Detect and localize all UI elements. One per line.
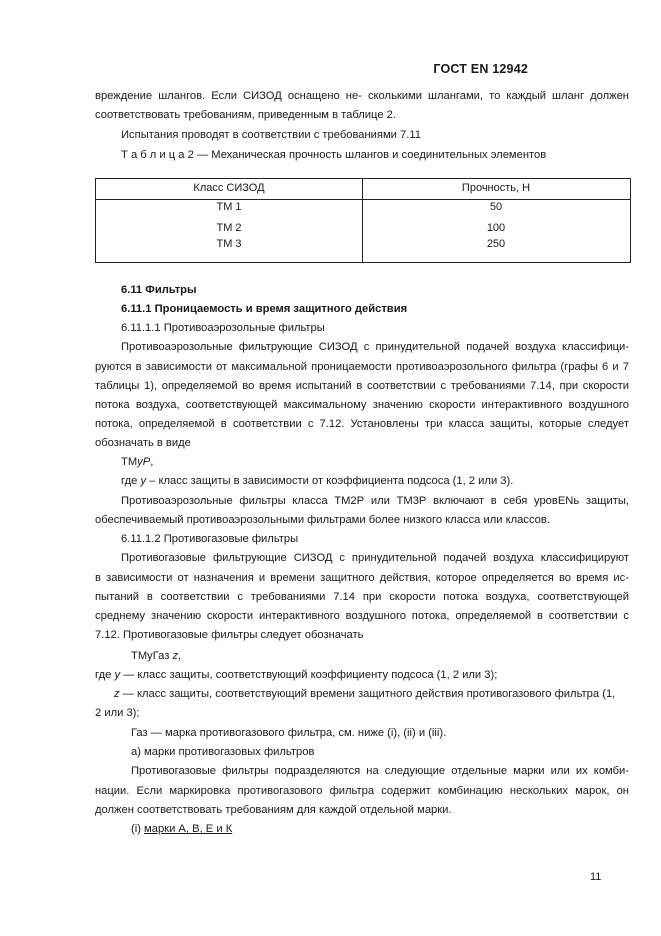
page-number: 11 — [590, 871, 602, 883]
paragraph-line: нации. Если маркировка противогазового фильтра содержит комбинацию нескольких марок, он — [95, 785, 629, 797]
z-definition-line-1: z — класс защиты, соответствующий времени защитного действия противогазового фильтра (1, — [114, 688, 616, 700]
table-cell: 50 — [489, 201, 503, 213]
paragraph-line: должен соответствовать требованиям для каждой отдельной марки. — [95, 804, 452, 816]
paragraph-line: потока воздуха, соответствующей максимальному значению скорости интерактивного воздушного — [95, 399, 629, 411]
intro-line-1: вреждение шлангов. Если СИЗОД оснащено не- сколькими шлангами, то каждый шланг должен — [95, 90, 629, 102]
where-clause-1: где y – класс защиты в зависимости от коэффициента подсоса (1, 2 или 3). — [121, 475, 514, 487]
paragraph-line: потока, определяемой в соответствии с 7.12. Установлены три класса защиты, которые следует — [95, 418, 629, 430]
paragraph-line: среднему значению скорости интерактивного воздушного потока, определяемой в соответствии с — [95, 610, 629, 622]
paragraph-line: в зависимости от назначения и времени защитного действия, которое определяется во время ис- — [95, 572, 629, 584]
table-cell: 100 — [486, 222, 506, 234]
paragraph-line: руются в зависимости от максимальной проницаемости противоаэрозольного фильтра (графы 6 и 7 — [95, 361, 629, 373]
z-definition-line-2: 2 или 3); — [95, 707, 140, 719]
paragraph-line: обеспечиваемый противоаэрозольными фильтрами более низкого класса или классов. — [95, 514, 550, 526]
table-cell: ТМ 3 — [216, 238, 242, 250]
gaz-definition: Газ — марка противогазового фильтра, см. ниже (i), (ii) и (iii). — [131, 727, 447, 739]
paragraph-line: пытаний в соответствии с требованиями 7.14 при скорости потока воздуха, соответствующей — [95, 591, 629, 603]
intro-line-2: соответствовать требованиям, приведенным в таблице 2. — [95, 109, 396, 121]
table-caption: Т а б л и ц а 2 — Механическая прочность шлангов и соединительных элементов — [121, 149, 547, 161]
subsubsection-title: 6.11.1.1 Противоаэрозольные фильтры — [121, 322, 325, 334]
document-header-id: ГОСТ EN 12942 — [433, 62, 528, 76]
paragraph-line: Противоаэрозольные фильтры класса ТМ2Р или ТМ3Р включают в себя уровЕNь защиты, — [121, 495, 629, 507]
paragraph-line: Противоаэрозольные фильтрующие СИЗОД с принудительной подачей воздуха классифици- — [121, 341, 629, 353]
table-header-strength: Прочность, Н — [461, 182, 531, 194]
formula-designation-2: ТМyГаз z, — [131, 650, 182, 662]
table-cell: 250 — [486, 238, 506, 250]
marks-title: a) марки противогазовых фильтров — [131, 746, 315, 758]
where-clause-2: где y — класс защиты, соответствующий коэффициенту подсоса (1, 2 или 3); — [95, 669, 498, 681]
list-item-i: (i) марки А, В, Е и К — [131, 823, 233, 835]
formula-designation-1: ТМyP, — [121, 456, 154, 468]
paragraph-line: Противогазовые фильтрующие СИЗОД с принудительной подачей воздуха классифицируют — [121, 552, 629, 564]
paragraph-line: таблицы 1), определяемой во время испытаний в соответствии с требованиями 7.14, при скорости — [95, 380, 629, 392]
subsection-title: 6.11.1 Проницаемость и время защитного действия — [121, 303, 408, 315]
paragraph-line: Противогазовые фильтры подразделяются на следующие отдельные марки или их комби- — [131, 765, 629, 777]
table-cell: ТМ 2 — [216, 222, 242, 234]
subsubsection-title: 6.11.1.2 Противогазовые фильтры — [121, 533, 299, 545]
table-cell: ТМ 1 — [216, 201, 242, 213]
section-title: 6.11 Фильтры — [121, 284, 197, 296]
paragraph-line: 7.12. Противогазовые фильтры следует обозначать — [95, 629, 364, 641]
paragraph-line: обозначать в виде — [95, 437, 191, 449]
intro-line-3: Испытания проводят в соответствии с требованиями 7.11 — [121, 129, 421, 141]
table-header-divider — [96, 199, 630, 200]
strength-table — [95, 178, 631, 263]
table-header-class: Класс СИЗОД — [193, 182, 265, 194]
